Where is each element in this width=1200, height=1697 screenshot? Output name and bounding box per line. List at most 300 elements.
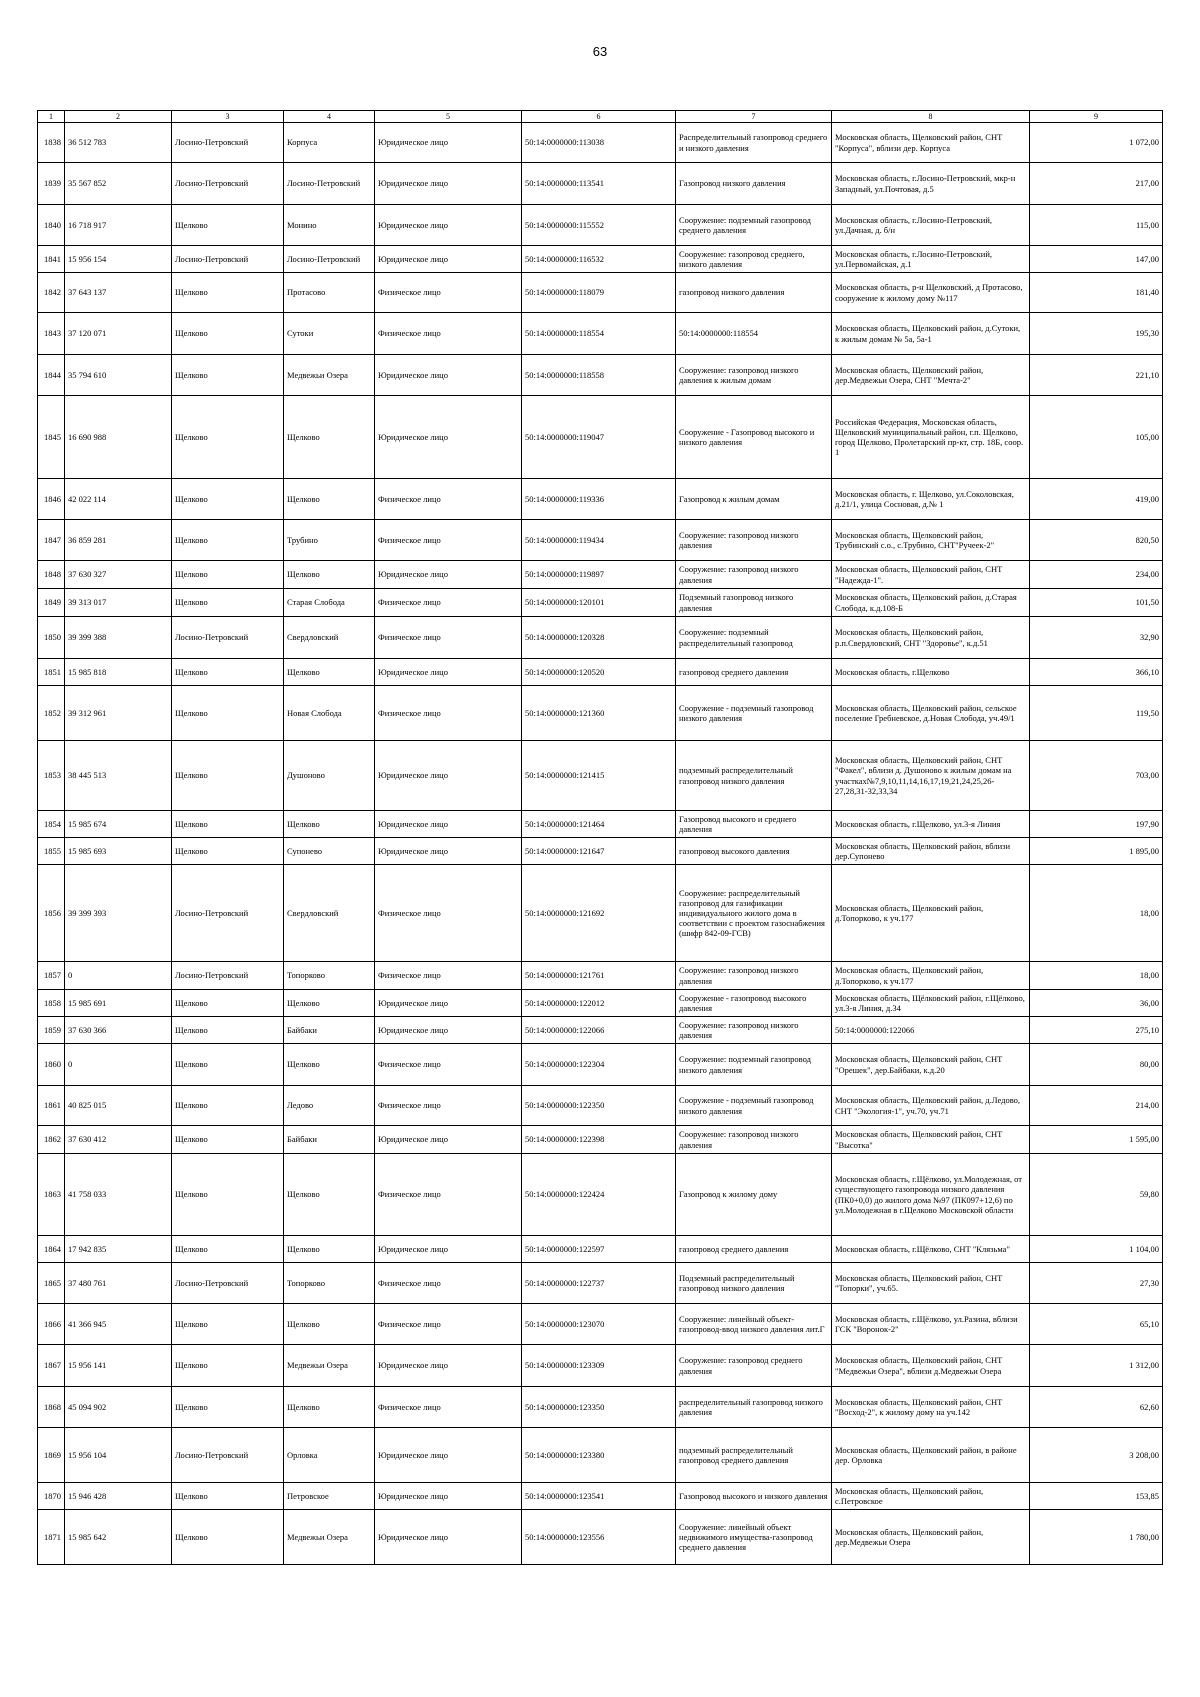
column-number-header-row [38,111,1163,123]
table-row [38,1483,1163,1510]
district-cell: Лосино-Петровский [172,962,284,990]
object-name-cell: Сооружение: газопровод низкого давления к жилым домам [676,355,832,396]
table-row [38,1017,1163,1044]
length-cell: 119,50 [1030,686,1163,741]
code-cell: 15 946 428 [65,1483,172,1510]
row-index-cell: 1847 [38,520,65,561]
district-cell: Щелково [172,561,284,589]
owner-type-cell: Физическое лицо [375,520,522,561]
locality-cell: Щелково [284,1387,375,1428]
district-cell: Щелково [172,1044,284,1086]
object-name-cell: подземный распределительный газопровод среднего давления [676,1428,832,1483]
address-cell: Московская область, г.Лосино-Петровский, ул.Первомайская, д.1 [832,246,1030,273]
address-cell: Московская область, Щёлковский район, г.Щёлково, ул.3-я Линия, д.34 [832,990,1030,1017]
district-cell: Щелково [172,520,284,561]
column-header: 4 [284,111,375,123]
row-index-cell: 1844 [38,355,65,396]
address-cell: Московская область, Щелковский район, д.Топорково, к уч.177 [832,962,1030,990]
district-cell: Щелково [172,1126,284,1154]
length-cell: 80,00 [1030,1044,1163,1086]
length-cell: 366,10 [1030,659,1163,686]
cadastral-number-cell: 50:14:0000000:119897 [522,561,676,589]
object-name-cell: Сооружение: газопровод низкого давления [676,561,832,589]
district-cell: Щелково [172,1304,284,1345]
column-header: 6 [522,111,676,123]
code-cell: 37 630 327 [65,561,172,589]
table-row [38,1044,1163,1086]
cadastral-number-cell: 50:14:0000000:120520 [522,659,676,686]
locality-cell: Щелково [284,396,375,479]
locality-cell: Щелково [284,561,375,589]
table-row [38,741,1163,811]
code-cell: 15 956 104 [65,1428,172,1483]
owner-type-cell: Юридическое лицо [375,990,522,1017]
code-cell: 37 480 761 [65,1263,172,1304]
cadastral-number-cell: 50:14:0000000:122012 [522,990,676,1017]
address-cell: Московская область, г.Щелково [832,659,1030,686]
address-cell: Московская область, г.Щелково, ул.3-я Линия [832,811,1030,838]
locality-cell: Щелково [284,659,375,686]
row-index-cell: 1848 [38,561,65,589]
cadastral-number-cell: 50:14:0000000:122597 [522,1236,676,1263]
owner-type-cell: Физическое лицо [375,589,522,617]
district-cell: Щелково [172,1086,284,1126]
owner-type-cell: Юридическое лицо [375,561,522,589]
address-cell: Московская область, Щелковский район, р.п.Свердловский, СНТ "Здоровье", к.д.51 [832,617,1030,659]
district-cell: Щелково [172,1345,284,1387]
table-row [38,962,1163,990]
cadastral-number-cell: 50:14:0000000:122304 [522,1044,676,1086]
row-index-cell: 1854 [38,811,65,838]
code-cell: 39 312 961 [65,686,172,741]
owner-type-cell: Юридическое лицо [375,1017,522,1044]
locality-cell: Байбаки [284,1017,375,1044]
owner-type-cell: Юридическое лицо [375,163,522,205]
district-cell: Щелково [172,396,284,479]
object-name-cell: Сооружение: газопровод низкого давления [676,520,832,561]
object-name-cell: 50:14:0000000:118554 [676,313,832,355]
code-cell: 39 313 017 [65,589,172,617]
object-name-cell: газопровод высокого давления [676,838,832,865]
cadastral-number-cell: 50:14:0000000:115552 [522,205,676,246]
district-cell: Щелково [172,479,284,520]
length-cell: 419,00 [1030,479,1163,520]
length-cell: 197,90 [1030,811,1163,838]
length-cell: 1 895,00 [1030,838,1163,865]
district-cell: Щелково [172,659,284,686]
address-cell: Московская область, г. Щелково, ул.Соколовская, д.21/1, улица Сосновая, д.№ 1 [832,479,1030,520]
code-cell: 15 956 141 [65,1345,172,1387]
object-name-cell: Сооружение - подземный газопровод низкого давления [676,686,832,741]
locality-cell: Топорково [284,1263,375,1304]
length-cell: 3 208,00 [1030,1428,1163,1483]
code-cell: 15 985 693 [65,838,172,865]
district-cell: Щелково [172,838,284,865]
owner-type-cell: Юридическое лицо [375,741,522,811]
district-cell: Щелково [172,1510,284,1565]
owner-type-cell: Физическое лицо [375,273,522,313]
column-header: 2 [65,111,172,123]
address-cell: Московская область, г.Лосино-Петровский, ул.Дачная, д. б/н [832,205,1030,246]
district-cell: Щелково [172,313,284,355]
cadastral-number-cell: 50:14:0000000:118558 [522,355,676,396]
table-row [38,1387,1163,1428]
locality-cell: Щелково [284,1154,375,1236]
length-cell: 105,00 [1030,396,1163,479]
code-cell: 16 718 917 [65,205,172,246]
code-cell: 36 859 281 [65,520,172,561]
address-cell: Московская область, Щелковский район, вблизи дер.Супонево [832,838,1030,865]
table-row [38,838,1163,865]
district-cell: Щелково [172,273,284,313]
district-cell: Щелково [172,205,284,246]
locality-cell: Сутоки [284,313,375,355]
object-name-cell: Газопровод высокого и среднего давления [676,811,832,838]
code-cell: 16 690 988 [65,396,172,479]
length-cell: 101,50 [1030,589,1163,617]
column-header: 9 [1030,111,1163,123]
object-name-cell: Сооружение: газопровод низкого давления [676,962,832,990]
locality-cell: Медвежьи Озера [284,355,375,396]
column-header: 8 [832,111,1030,123]
owner-type-cell: Физическое лицо [375,1263,522,1304]
row-index-cell: 1857 [38,962,65,990]
row-index-cell: 1867 [38,1345,65,1387]
address-cell: Московская область, Щелковский район, Трубинский с.о., с.Трубино, СНТ"Ручеек-2" [832,520,1030,561]
table-row [38,1428,1163,1483]
table-row [38,520,1163,561]
row-index-cell: 1850 [38,617,65,659]
cadastral-number-cell: 50:14:0000000:119336 [522,479,676,520]
cadastral-number-cell: 50:14:0000000:123309 [522,1345,676,1387]
row-index-cell: 1853 [38,741,65,811]
object-name-cell: Сооружение - газопровод высокого давления [676,990,832,1017]
cadastral-number-cell: 50:14:0000000:122350 [522,1086,676,1126]
owner-type-cell: Физическое лицо [375,1086,522,1126]
owner-type-cell: Юридическое лицо [375,1510,522,1565]
gas-pipeline-registry-table [37,110,1163,1565]
table-row [38,396,1163,479]
district-cell: Лосино-Петровский [172,123,284,163]
row-index-cell: 1864 [38,1236,65,1263]
object-name-cell: Сооружение - подземный газопровод низкого давления [676,1086,832,1126]
locality-cell: Щелково [284,479,375,520]
address-cell: Московская область, Щелковский район, СНТ "Корпуса", вблизи дер. Корпуса [832,123,1030,163]
row-index-cell: 1868 [38,1387,65,1428]
code-cell: 40 825 015 [65,1086,172,1126]
row-index-cell: 1869 [38,1428,65,1483]
object-name-cell: Сооружение: подземный распределительный газопровод [676,617,832,659]
code-cell: 39 399 393 [65,865,172,962]
district-cell: Щелково [172,811,284,838]
object-name-cell: газопровод среднего давления [676,659,832,686]
address-cell: Московская область, Щелковский район, сельское поселение Гребневское, д.Новая Слобода, уч.49/1 [832,686,1030,741]
table-row [38,990,1163,1017]
owner-type-cell: Юридическое лицо [375,1483,522,1510]
owner-type-cell: Юридическое лицо [375,1345,522,1387]
length-cell: 27,30 [1030,1263,1163,1304]
cadastral-number-cell: 50:14:0000000:121692 [522,865,676,962]
address-cell: Московская область, Щелковский район, СНТ "Надежда-1". [832,561,1030,589]
table-row [38,273,1163,313]
address-cell: Московская область, Щелковский район, с.Петровское [832,1483,1030,1510]
length-cell: 275,10 [1030,1017,1163,1044]
locality-cell: Щелково [284,1236,375,1263]
cadastral-number-cell: 50:14:0000000:121761 [522,962,676,990]
length-cell: 1 072,00 [1030,123,1163,163]
row-index-cell: 1871 [38,1510,65,1565]
address-cell: Московская область, г.Щёлково, СНТ "Клязьма" [832,1236,1030,1263]
code-cell: 41 366 945 [65,1304,172,1345]
locality-cell: Щелково [284,1304,375,1345]
cadastral-number-cell: 50:14:0000000:122424 [522,1154,676,1236]
cadastral-number-cell: 50:14:0000000:123380 [522,1428,676,1483]
row-index-cell: 1855 [38,838,65,865]
address-cell: Московская область, Щелковский район, д.Топорково, к уч.177 [832,865,1030,962]
row-index-cell: 1840 [38,205,65,246]
object-name-cell: Сооружение - Газопровод высокого и низкого давления [676,396,832,479]
length-cell: 65,10 [1030,1304,1163,1345]
table-row [38,811,1163,838]
owner-type-cell: Юридическое лицо [375,659,522,686]
length-cell: 18,00 [1030,865,1163,962]
length-cell: 1 780,00 [1030,1510,1163,1565]
locality-cell: Петровское [284,1483,375,1510]
code-cell: 37 643 137 [65,273,172,313]
locality-cell: Лосино-Петровский [284,246,375,273]
locality-cell: Монино [284,205,375,246]
owner-type-cell: Юридическое лицо [375,246,522,273]
district-cell: Щелково [172,1483,284,1510]
object-name-cell: Газопровод к жилым домам [676,479,832,520]
locality-cell: Свердловский [284,865,375,962]
row-index-cell: 1838 [38,123,65,163]
object-name-cell: подземный распределительный газопровод низкого давления [676,741,832,811]
code-cell: 15 985 674 [65,811,172,838]
row-index-cell: 1843 [38,313,65,355]
district-cell: Лосино-Петровский [172,1263,284,1304]
owner-type-cell: Юридическое лицо [375,1126,522,1154]
object-name-cell: Газопровод низкого давления [676,163,832,205]
owner-type-cell: Физическое лицо [375,686,522,741]
address-cell: Московская область, г.Щёлково, ул.Разина, вблизи ГСК "Воронок-2" [832,1304,1030,1345]
owner-type-cell: Физическое лицо [375,962,522,990]
table-row [38,1263,1163,1304]
row-index-cell: 1856 [38,865,65,962]
code-cell: 15 985 691 [65,990,172,1017]
code-cell: 15 985 818 [65,659,172,686]
cadastral-number-cell: 50:14:0000000:121360 [522,686,676,741]
code-cell: 35 794 610 [65,355,172,396]
length-cell: 214,00 [1030,1086,1163,1126]
locality-cell: Щелково [284,811,375,838]
row-index-cell: 1851 [38,659,65,686]
address-cell: Московская область, г.Щёлково, ул.Молодежная, от существующего газопровода низкого давления (ПК0+0,0) до жилого дома №97 (ПК097+12,6) по ул.Молодежная в г.Щелково Московской области [832,1154,1030,1236]
cadastral-number-cell: 50:14:0000000:121415 [522,741,676,811]
district-cell: Щелково [172,1017,284,1044]
code-cell: 37 630 412 [65,1126,172,1154]
object-name-cell: Газопровод высокого и низкого давления [676,1483,832,1510]
table-row [38,355,1163,396]
object-name-cell: Сооружение: газопровод среднего, низкого давления [676,246,832,273]
owner-type-cell: Физическое лицо [375,313,522,355]
length-cell: 234,00 [1030,561,1163,589]
row-index-cell: 1870 [38,1483,65,1510]
owner-type-cell: Физическое лицо [375,1304,522,1345]
cadastral-number-cell: 50:14:0000000:123556 [522,1510,676,1565]
table-row [38,1154,1163,1236]
length-cell: 1 312,00 [1030,1345,1163,1387]
table-row [38,123,1163,163]
code-cell: 38 445 513 [65,741,172,811]
row-index-cell: 1863 [38,1154,65,1236]
row-index-cell: 1841 [38,246,65,273]
owner-type-cell: Юридическое лицо [375,396,522,479]
cadastral-number-cell: 50:14:0000000:121464 [522,811,676,838]
length-cell: 147,00 [1030,246,1163,273]
table-row [38,1345,1163,1387]
code-cell: 0 [65,962,172,990]
district-cell: Лосино-Петровский [172,865,284,962]
address-cell: Московская область, Щелковский район, д.Ледово, СНТ "Экология-1", уч.70, уч.71 [832,1086,1030,1126]
cadastral-number-cell: 50:14:0000000:123350 [522,1387,676,1428]
district-cell: Щелково [172,990,284,1017]
row-index-cell: 1859 [38,1017,65,1044]
locality-cell: Протасово [284,273,375,313]
owner-type-cell: Физическое лицо [375,1044,522,1086]
length-cell: 153,85 [1030,1483,1163,1510]
code-cell: 39 399 388 [65,617,172,659]
object-name-cell: распределительный газопровод низкого давления [676,1387,832,1428]
district-cell: Щелково [172,686,284,741]
cadastral-number-cell: 50:14:0000000:116532 [522,246,676,273]
locality-cell: Новая Слобода [284,686,375,741]
district-cell: Щелково [172,355,284,396]
cadastral-number-cell: 50:14:0000000:120328 [522,617,676,659]
length-cell: 221,10 [1030,355,1163,396]
owner-type-cell: Юридическое лицо [375,1428,522,1483]
locality-cell: Супонево [284,838,375,865]
locality-cell: Медвежьи Озера [284,1510,375,1565]
length-cell: 217,00 [1030,163,1163,205]
code-cell: 15 956 154 [65,246,172,273]
table-row [38,865,1163,962]
row-index-cell: 1860 [38,1044,65,1086]
row-index-cell: 1849 [38,589,65,617]
table-row [38,1086,1163,1126]
length-cell: 32,90 [1030,617,1163,659]
cadastral-number-cell: 50:14:0000000:113038 [522,123,676,163]
address-cell: Московская область, Щелковский район, СНТ "Высотка" [832,1126,1030,1154]
district-cell: Лосино-Петровский [172,1428,284,1483]
owner-type-cell: Юридическое лицо [375,205,522,246]
owner-type-cell: Физическое лицо [375,865,522,962]
cadastral-number-cell: 50:14:0000000:122398 [522,1126,676,1154]
table-row [38,1236,1163,1263]
table-row [38,163,1163,205]
locality-cell: Щелково [284,1044,375,1086]
code-cell: 41 758 033 [65,1154,172,1236]
owner-type-cell: Физическое лицо [375,1387,522,1428]
cadastral-number-cell: 50:14:0000000:122737 [522,1263,676,1304]
code-cell: 15 985 642 [65,1510,172,1565]
object-name-cell: Подземный распределительный газопровод низкого давления [676,1263,832,1304]
cadastral-number-cell: 50:14:0000000:113541 [522,163,676,205]
address-cell: Московская область, Щелковский район, д.Старая Слобода, к.д.108-Б [832,589,1030,617]
length-cell: 1 595,00 [1030,1126,1163,1154]
row-index-cell: 1866 [38,1304,65,1345]
table-row [38,1510,1163,1565]
table-row [38,1304,1163,1345]
table-row [38,686,1163,741]
address-cell: Московская область, Щелковский район, СНТ "Восход-2", к жилому дому на уч.142 [832,1387,1030,1428]
object-name-cell: Газопровод к жилому дому [676,1154,832,1236]
district-cell: Щелково [172,1387,284,1428]
table-row [38,617,1163,659]
object-name-cell: Сооружение: газопровод низкого давления [676,1017,832,1044]
address-cell: Московская область, Щелковский район, дер.Медвежьи Озера, СНТ "Мечта-2" [832,355,1030,396]
address-cell: Московская область, Щелковский район, в районе дер. Орловка [832,1428,1030,1483]
address-cell: Московская область, р-н Щелковский, д Протасово, сооружение к жилому дому №117 [832,273,1030,313]
code-cell: 36 512 783 [65,123,172,163]
district-cell: Лосино-Петровский [172,163,284,205]
owner-type-cell: Физическое лицо [375,1154,522,1236]
owner-type-cell: Физическое лицо [375,479,522,520]
cadastral-number-cell: 50:14:0000000:119047 [522,396,676,479]
length-cell: 181,40 [1030,273,1163,313]
registry-body [38,123,1163,1565]
owner-type-cell: Юридическое лицо [375,838,522,865]
column-header: 7 [676,111,832,123]
locality-cell: Трубино [284,520,375,561]
object-name-cell: Сооружение: распределительный газопровод для газификации индивидуального жилого дома в соответствии с проектом газоснабжения (шифр 842-09-ГСВ) [676,865,832,962]
code-cell: 45 094 902 [65,1387,172,1428]
row-index-cell: 1861 [38,1086,65,1126]
locality-cell: Медвежьи Озера [284,1345,375,1387]
code-cell: 17 942 835 [65,1236,172,1263]
object-name-cell: газопровод среднего давления [676,1236,832,1263]
object-name-cell: Подземный газопровод низкого давления [676,589,832,617]
row-index-cell: 1842 [38,273,65,313]
table-row [38,246,1163,273]
cadastral-number-cell: 50:14:0000000:120101 [522,589,676,617]
locality-cell: Щелково [284,990,375,1017]
row-index-cell: 1846 [38,479,65,520]
table-row [38,1126,1163,1154]
owner-type-cell: Юридическое лицо [375,811,522,838]
length-cell: 1 104,00 [1030,1236,1163,1263]
row-index-cell: 1852 [38,686,65,741]
owner-type-cell: Юридическое лицо [375,1236,522,1263]
length-cell: 703,00 [1030,741,1163,811]
length-cell: 36,00 [1030,990,1163,1017]
row-index-cell: 1862 [38,1126,65,1154]
object-name-cell: Сооружение: линейный объект-газопровод-ввод низкого давления лит.Г [676,1304,832,1345]
table-row [38,659,1163,686]
owner-type-cell: Юридическое лицо [375,123,522,163]
code-cell: 37 120 071 [65,313,172,355]
length-cell: 820,50 [1030,520,1163,561]
row-index-cell: 1839 [38,163,65,205]
length-cell: 59,80 [1030,1154,1163,1236]
locality-cell: Корпуса [284,123,375,163]
district-cell: Лосино-Петровский [172,246,284,273]
object-name-cell: Сооружение: подземный газопровод среднего давления [676,205,832,246]
column-header: 3 [172,111,284,123]
cadastral-number-cell: 50:14:0000000:122066 [522,1017,676,1044]
object-name-cell: Сооружение: газопровод среднего давления [676,1345,832,1387]
row-index-cell: 1845 [38,396,65,479]
